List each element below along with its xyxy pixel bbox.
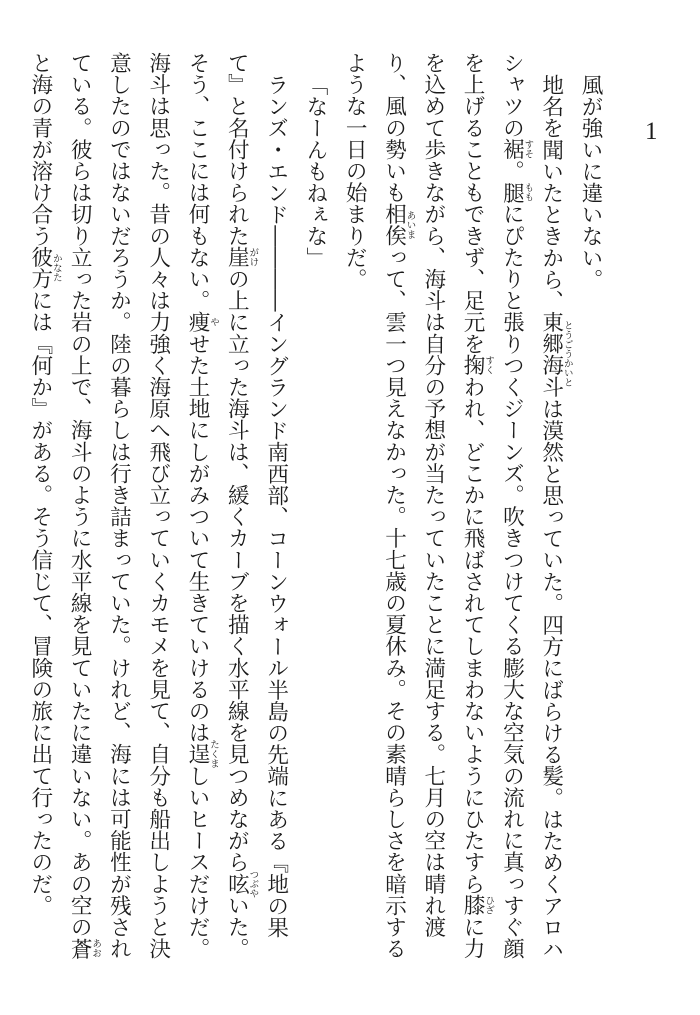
text-run: 意したのではないだろうか。陸の暮らしは行き詰まっていた。けれど、海には可能性が残され — [106, 52, 132, 960]
ruby-base: 膝 — [460, 894, 486, 917]
page-number: 1 — [645, 118, 658, 145]
text-run: を上げることもできず、足元を — [460, 52, 486, 355]
text-line — [217, 52, 259, 960]
ruby-reading: たくま — [208, 739, 220, 769]
ruby-reading: とうごうかいと — [561, 321, 573, 388]
ruby-reading: すそ — [522, 139, 534, 159]
text-line — [571, 52, 610, 960]
text-run: われ、どこかに飛ばされてしまわないようにひたすら — [460, 376, 486, 895]
text-line — [374, 52, 416, 960]
ruby-base: 崖 — [224, 246, 250, 269]
ruby-word — [185, 311, 220, 333]
text-run: に力 — [460, 916, 486, 960]
ruby-base: 呟 — [224, 872, 250, 895]
text-line — [531, 52, 573, 960]
text-run: 「なーんもねぇな」 — [302, 73, 328, 268]
text-run: と海の青が溶け合う — [27, 52, 53, 247]
text-run: て』と名付けられた — [224, 52, 250, 247]
ruby-reading: や — [208, 317, 220, 327]
ruby-reading: つぶや — [247, 869, 259, 898]
text-run: ランズ・エンド――――イングランド南西部、コーンウォール半島の先端にある『地の果 — [263, 73, 289, 938]
ruby-base: 逞 — [185, 743, 211, 765]
text-line — [492, 52, 534, 960]
text-run: り、風の勢いも — [381, 52, 407, 204]
text-run: ている。彼らは切り立った岩の上で、海斗のように水平線を見ていたに違いない。あの空の — [67, 52, 93, 938]
ruby-reading: あいま — [404, 210, 416, 240]
text-run: にぴたりと張りつくジーンズ。吹きつけてくる膨大な空気の流れに真っすぐ顔 — [499, 203, 525, 960]
text-line — [138, 52, 177, 960]
text-line — [335, 52, 374, 960]
ruby-word — [460, 354, 495, 377]
ruby-base: 痩 — [185, 311, 211, 333]
ruby-word — [224, 869, 259, 898]
text-run: ような一日の始まりだ。 — [342, 52, 368, 290]
text-run: いた。 — [224, 894, 250, 960]
ruby-reading: すく — [483, 355, 495, 375]
text-line — [256, 52, 295, 960]
ruby-reading: ひざ — [483, 895, 495, 915]
text-run: 。 — [499, 160, 525, 182]
text-run: の上に立った海斗は、緩くカーブを描く水平線を見つめながら — [224, 268, 250, 873]
ruby-base: 掬 — [460, 354, 486, 377]
ruby-word — [381, 203, 416, 247]
paragraph — [335, 52, 571, 960]
text-run: 海斗は思った。昔の人々は力強く海原へ飛び立っていくカモメを見て、自分も船出しようと決 — [145, 52, 171, 960]
ruby-word — [538, 311, 573, 398]
text-line — [178, 52, 220, 960]
text-run: 風が強いに違いない。 — [578, 73, 603, 290]
ruby-base: 彼方 — [27, 246, 53, 290]
ruby-word — [185, 739, 220, 769]
text-line — [453, 52, 495, 960]
ruby-base: 相俟 — [381, 203, 407, 247]
text-run: には『何か』がある。そう信じて、冒険の旅に出て行ったのだ。 — [27, 289, 53, 917]
text-line — [414, 52, 453, 960]
ruby-reading: かなた — [50, 253, 62, 283]
text-line — [296, 52, 335, 960]
text-run: って、雲一つ見えなかった。十七歳の夏休み。その素晴らしさを暗示する — [381, 246, 407, 960]
paragraph — [296, 52, 335, 960]
ruby-reading: がけ — [247, 247, 259, 267]
text-run: そう、ここには何もない。 — [185, 52, 211, 312]
ruby-word — [27, 246, 62, 290]
ruby-base: 裾 — [499, 138, 525, 161]
text-run: は漠然と思っていた。四方にばらける髪。はためくアロハ — [538, 397, 564, 960]
ruby-word — [460, 894, 495, 917]
text-run: せた土地にしがみついて生きていけるのは — [185, 332, 211, 744]
text-run: シャツの — [499, 52, 525, 139]
body-text — [20, 52, 610, 960]
ruby-reading: もも — [522, 182, 534, 202]
text-run: を込めて歩きながら、海斗は自分の予想が当たっていたことに満足する。七月の空は晴れ渡 — [420, 52, 446, 938]
ruby-word — [224, 246, 259, 269]
ruby-base: 蒼 — [67, 937, 93, 960]
text-line — [21, 52, 60, 960]
text-run: しいヒースだけだ。 — [185, 764, 211, 960]
paragraph — [571, 52, 610, 960]
ruby-base: 腿 — [499, 181, 525, 204]
paragraph — [21, 52, 296, 960]
ruby-reading: あお — [90, 938, 102, 958]
text-line — [60, 52, 102, 960]
ruby-word — [499, 181, 534, 204]
ruby-word — [499, 138, 534, 161]
ruby-base: 東郷海斗 — [538, 311, 564, 398]
text-line — [99, 52, 138, 960]
text-run: 地名を聞いたときから、 — [538, 73, 564, 312]
ruby-word — [67, 937, 102, 960]
